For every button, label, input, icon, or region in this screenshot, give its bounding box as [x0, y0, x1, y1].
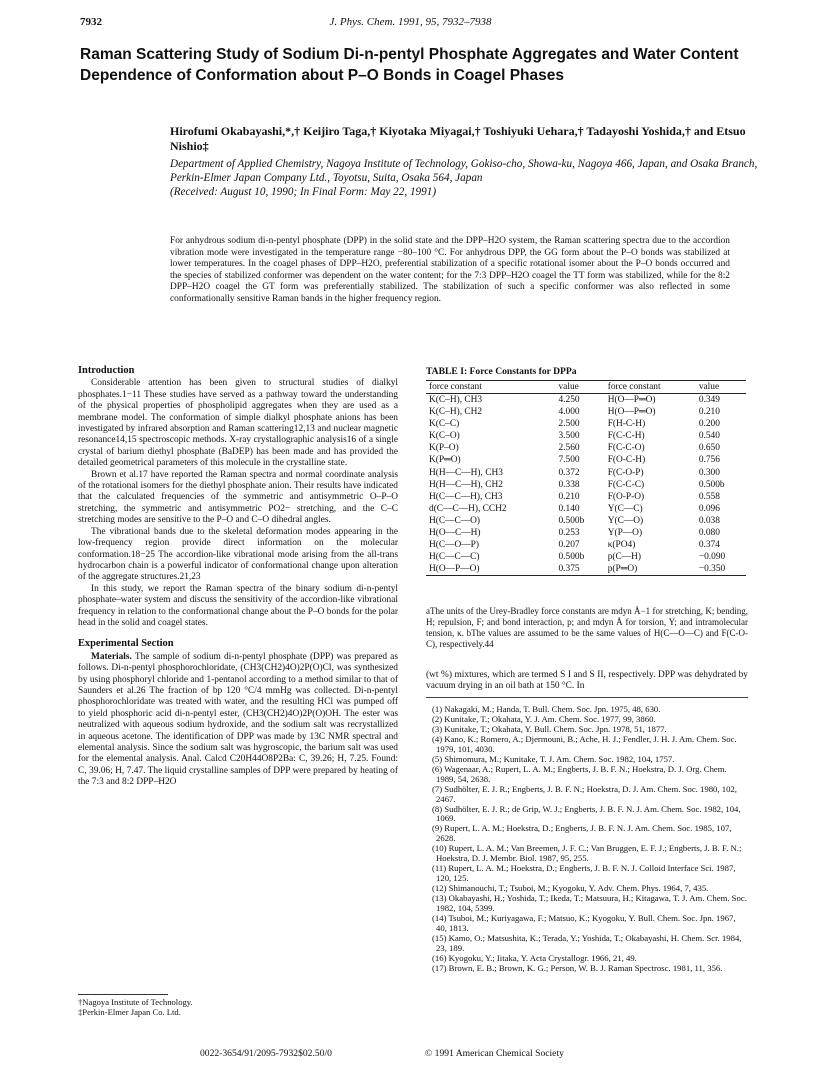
table-cell: 0.210: [558, 491, 580, 502]
footnote: †Nagoya Institute of Technology.: [78, 997, 193, 1007]
table-body: [426, 394, 746, 576]
abstract: For anhydrous sodium di-n-pentyl phosphate (DPP) in the solid state and the DPP–H2O system, the Raman scattering spectra due to the accordion vibration mode were investigated in the temperature range −80–100 °C. For anhydrous DPP, the GG form about the P–O bonds was stabilized at lower temperatures. In the coagel phases of DPP–H2O, preferential stabilization of a specific rotational isomer about the P–O bonds occurred and the species of stabilized conformer was dependent on the water content; for the 7:3 DPP–H2O coagel the TT form was stabilized, while for the 8:2 DPP–H2O coagel the GT form was preferentially stabilized. The stabilization of such a specific conformer was also reflected in some conformationally sensitive Raman bands in the higher frequency region.: [170, 236, 730, 304]
table-cell: H(O—P═O): [607, 395, 656, 405]
table-cell: 0.372: [558, 467, 580, 478]
table-row: [426, 394, 746, 407]
force-constant-table: [426, 380, 746, 576]
table-row: [426, 563, 746, 576]
table-cell: p(C—H): [607, 552, 642, 563]
journal-citation: J. Phys. Chem. 1991, 95, 7932–7938: [329, 16, 492, 28]
table-cell: 0.207: [558, 540, 580, 551]
affiliation-block: [170, 157, 770, 199]
table-cell: F(C-C-C): [607, 479, 645, 490]
table-cell: d(C—C—H), CCH2: [429, 503, 507, 514]
reference-list: [426, 705, 748, 974]
table-cell: F(C-O-P): [607, 467, 644, 478]
page-number: 7932: [80, 16, 102, 28]
table-title: TABLE I: Force Constants for DPPa: [426, 366, 577, 377]
table-row: [426, 430, 746, 442]
table-cell: −0.350: [698, 564, 726, 575]
table-cell: 0.300: [698, 467, 720, 478]
table-cell: 0.038: [698, 515, 720, 526]
table-cell: −0.090: [698, 552, 726, 563]
reference-item: (8) Sudhölter, E. J. R.; de Grip, W. J.; Engberts, J. B. F. N. J. Am. Chem. Soc. 1982, 104, 1069.: [432, 803, 741, 824]
section-heading-experimental: Experimental Section: [78, 638, 174, 650]
table-row: [426, 418, 746, 430]
table-cell: 0.349: [698, 395, 720, 405]
experimental-paragraph: [78, 652, 398, 789]
table-cell: H(O—P—O): [429, 564, 480, 575]
table-cell: H(O—P═O): [607, 407, 656, 418]
table-cell: 0.338: [558, 479, 580, 490]
table-cell: 4.000: [558, 407, 580, 418]
copyright-notice: © 1991 American Chemical Society: [425, 1048, 564, 1059]
table-cell: Y(C—O): [607, 515, 644, 526]
table-cell: K(C–O): [429, 431, 460, 442]
intro-paragraph: Brown et al.17 have reported the Raman spectra and normal coordinate analysis of the rotational isomers for the diethyl phosphate anion. Their results have indicated that the calculated frequencies of the symmetric and antisymmetric O–P–O stretching, the symmetric and antisymmetric PO2− stretching, and the C–C stretching modes are sensitive to the P–O and C–O dihedral angles.: [78, 469, 398, 526]
table-cell: H(C—O—P): [429, 540, 480, 551]
table-cell: κ(PO4): [607, 540, 636, 551]
table-row: [426, 454, 746, 466]
reference-item: (10) Rupert, L. A. M.; Van Breemen, J. F. C.; Van Bruggen, E. F. J.; Engberts, J. B. F. N.; Hoekstra, D. J. Membr. Biol. 1987, 95, 255.: [432, 843, 742, 864]
table-cell: F(C-C-O): [607, 443, 645, 454]
table-cell: H(O—C—H): [429, 528, 481, 539]
table-cell: H(C—C—O): [429, 515, 481, 526]
materials-text: The sample of sodium di-n-pentyl phosphate (DPP) was prepared as follows. Di-n-pentyl phosphorochloridate, (CH3(CH2)4O)2P(O)Cl, was synthesized by using phosphoryl chloride and 1-pentanol according to a method similar to that of Saunders et al.26 The fraction of bp 120 °C/4 mmHg was collected. Di-n-pentyl phosphorochloridate was treated with water, and the resulting HCl was pumped off to yield phosphoric acid di-n-pentyl ester, (CH3(CH2)4O)2P(O)OH. The ester was neutralized with aqueous sodium hydroxide, and the sodium salt was recrystallized in aqueous acetone. The identification of DPP was made by 13C NMR spectral and elemental analysis. Since the sodium salt was hygroscopic, the barium salt was used for the elemental analysis. Anal. Calcd C20H44O8P2Ba: C, 39.26; H, 7.25. Found: C, 39.06; H, 7.47. The liquid crystalline samples of DPP were prepared by heating of the 7:3 and 8:2 DPP–H2O: [78, 651, 398, 788]
table-cell: F(C-C-H): [607, 431, 645, 442]
table-cell: Y(P—O): [607, 528, 643, 539]
table-cell: p(P═O): [607, 564, 638, 575]
continued-text: (wt %) mixtures, which are termed S I and S II, respectively. DPP was dehydrated by vacuum drying in an oil bath at 150 °C. In: [426, 670, 748, 692]
received-dates: (Received: August 10, 1990; In Final Form: May 22, 1991): [170, 186, 437, 198]
table-cell: 0.756: [698, 455, 720, 466]
left-column: [78, 365, 398, 789]
table-cell: 2.500: [558, 419, 580, 430]
column-header: force constant: [605, 381, 696, 394]
reference-item: (7) Sudhölter, E. J. R.; Engberts, J. B. F. N.; Hoekstra, D. J. Am. Chem. Soc. 1980, 102, 2467.: [432, 783, 737, 804]
footnote-rule: [78, 994, 168, 995]
table-force-constants: [426, 366, 746, 576]
table-row: [426, 539, 746, 551]
table-cell: Y(C—C): [607, 503, 643, 514]
table-cell: F(H-C-H): [607, 419, 646, 430]
table-cell: K(C–H), CH2: [429, 407, 483, 418]
column-header: value: [555, 381, 604, 394]
author-list: Hirofumi Okabayashi,*,† Keijiro Taga,† Kiyotaka Miyagai,† Toshiyuki Uehara,† Tadayoshi Yoshida,† and Etsuo Nishio‡: [170, 124, 746, 153]
table-row: [426, 479, 746, 491]
reference-item: (14) Tsuboi, M.; Kuriyagawa, F.; Matsuo, K.; Kyogoku, Y. Bull. Chem. Soc. Jpn. 1967, 40, 1813.: [432, 913, 736, 933]
table-cell: H(H—C—H), CH2: [429, 479, 503, 490]
section-heading-introduction: Introduction: [78, 365, 135, 376]
column-header: value: [696, 381, 746, 394]
reference-item: (2) Kunitake, T.; Okahata, Y. J. Am. Chem. Soc. 1977, 99, 3860.: [432, 713, 656, 724]
reference-item: (6) Wagenaar, A.; Rupert, L. A. M.; Engberts, J. B. F. N.; Hoekstra, D. J. Org. Chem. 1989, 54, 2638.: [432, 763, 727, 784]
table-cell: 2.560: [558, 443, 580, 454]
table-cell: 0.080: [698, 528, 720, 539]
table-footnote: aThe units of the Urey-Bradley force constants are mdyn Å−1 for stretching, K; bending, H; repulsion, F; and bond interaction, p; and mdyn Å for torsion, Y; and intramolecular tension, κ. bThe values are assumed to be the same values of H(C—O—C) and F(C-O-C), respectively.44: [426, 606, 748, 649]
table-cell: 0.253: [558, 528, 580, 539]
table-cell: K(C–C): [429, 419, 460, 430]
table-cell: 0.500b: [698, 479, 725, 490]
reference-item: (17) Brown, E. B.; Brown, K. G.; Person, W. B. J. Raman Spectrosc. 1981, 11, 356.: [432, 962, 723, 973]
intro-paragraph: The vibrational bands due to the skeletal deformation modes appearing in the low-frequency region provide direct information on the molecular conformation.18−25 The accordion-like vibrational mode arising from the all-trans hydrocarbon chain is a powerful indicator of conformational change upon alteration of the aggregate structures.21,23: [78, 526, 398, 583]
intro-paragraph: In this study, we report the Raman spectra of the binary sodium di-n-pentyl phosphate–water system and discuss the sensitivity of the accordion-like vibrational frequency in relation to the conformational change about the P–O bonds for the polar head in the solid and coagel states.: [78, 583, 398, 628]
reference-item: (4) Kano, K.; Romero, A.; Djermouni, B.; Ache, H. J.; Fendler, J. H. J. Am. Chem. Soc. 1979, 101, 4030.: [432, 733, 737, 754]
reference-item: (15) Kamo, O.; Matsushita, K.; Terada, Y.; Yoshida, T.; Okabayashi, H. Chem. Scr. 1984, 23, 189.: [432, 932, 742, 953]
table-row: [426, 551, 746, 563]
table-cell: 0.650: [698, 443, 720, 454]
reference-item: (3) Kunitake, T.; Okahata, Y. Bull. Chem. Soc. Jpn. 1978, 51, 1877.: [432, 723, 667, 734]
table-cell: 0.200: [698, 419, 720, 430]
reference-item: (13) Okabayashi, H.; Yoshida, T.; Ikeda, T.; Matsuura, H.; Kitagawa, T. J. Am. Chem. Soc. 1982, 104, 5399.: [432, 893, 747, 914]
table-cell: K(P═O): [429, 455, 461, 466]
table-cell: F(O-C-H): [607, 455, 646, 466]
subheading-materials: Materials.: [91, 651, 132, 662]
table-cell: H(C—C—H), CH3: [429, 491, 503, 502]
table-cell: F(O-P-O): [607, 491, 645, 502]
table-cell: K(P–O): [429, 443, 459, 454]
table-cell: 0.500b: [558, 552, 585, 563]
table-row: [426, 467, 746, 479]
table-cell: 4.250: [558, 395, 580, 405]
table-cell: 0.210: [698, 407, 720, 418]
table-cell: 0.096: [698, 503, 720, 514]
reference-item: (9) Rupert, L. A. M.; Hoekstra, D.; Engberts, J. B. F. N. J. Am. Chem. Soc. 1985, 107, 2628.: [432, 823, 732, 844]
table-row: [426, 491, 746, 503]
article-code: 0022-3654/91/2095-7932$02.50/0: [200, 1048, 332, 1059]
table-cell: 3.500: [558, 431, 580, 442]
table-cell: 0.374: [698, 540, 720, 551]
table-row: [426, 515, 746, 527]
table-header-row: [426, 381, 746, 394]
footnote: ‡Perkin-Elmer Japan Co. Ltd.: [78, 1007, 181, 1017]
table-row: [426, 406, 746, 418]
table-cell: 0.500b: [558, 515, 585, 526]
table-cell: 7.500: [558, 455, 580, 466]
table-cell: H(H—C—H), CH3: [429, 467, 503, 478]
reference-item: (1) Nakagaki, M.; Handa, T. Bull. Chem. Soc. Jpn. 1975, 48, 630.: [432, 704, 661, 714]
table-cell: H(C—C—C): [429, 552, 480, 563]
paper-title: Raman Scattering Study of Sodium Di-n-pentyl Phosphate Aggregates and Water Content Dependence of Conformation about P–O Bonds in Coagel Phases: [80, 46, 739, 84]
intro-paragraph: Considerable attention has been given to structural studies of dialkyl phosphates.1−11 These studies have served as a pathway toward the understanding of the physical properties of phospholipid aggregates when they are used as a membrane model. The conformation of simple dialkyl phosphate anions has been investigated by infrared absorption and Raman scattering12,13 and nuclear magnetic resonance14,15 spectroscopic methods. X-ray crystallographic analysis16 of a single crystal of barium diethyl phosphate (BaDEP) has been made and has provided the detailed geometrical parameters of this molecule in the crystalline state.: [78, 378, 398, 469]
reference-item: (5) Shimomura, M.; Kunitake, T. J. Am. Chem. Soc. 1982, 104, 1757.: [432, 753, 675, 764]
reference-item: (12) Shimanouchi, T.; Tsuboi, M.; Kyogoku, Y. Adv. Chem. Phys. 1964, 7, 435.: [432, 883, 709, 894]
reference-item: (11) Rupert, L. A. M.; Hoekstra, D.; Engberts, J. B. F. N. J. Colloid Interface Sci. 1987, 120, 125.: [432, 863, 736, 884]
table-row: [426, 442, 746, 454]
table-cell: 0.558: [698, 491, 720, 502]
table-row: [426, 503, 746, 515]
table-row: [426, 527, 746, 539]
references-rule: [426, 697, 748, 698]
affiliation: Department of Applied Chemistry, Nagoya Institute of Technology, Gokiso-cho, Showa-ku, Nagoya 466, Japan, and Osaka Branch, Perkin-Elmer Japan Company Ltd., Toyotsu, Suita, Osaka 564, Japan: [170, 158, 758, 184]
table-cell: K(C–H), CH3: [429, 395, 483, 405]
table-cell: 0.140: [558, 503, 580, 514]
reference-item: (16) Kyogoku, Y.; Iitaka, Y. Acta Crystallogr. 1966, 21, 49.: [432, 952, 637, 963]
column-header: force constant: [426, 381, 555, 394]
table-cell: 0.375: [558, 564, 580, 575]
table-cell: 0.540: [698, 431, 720, 442]
affiliation-footnotes: [78, 997, 398, 1017]
